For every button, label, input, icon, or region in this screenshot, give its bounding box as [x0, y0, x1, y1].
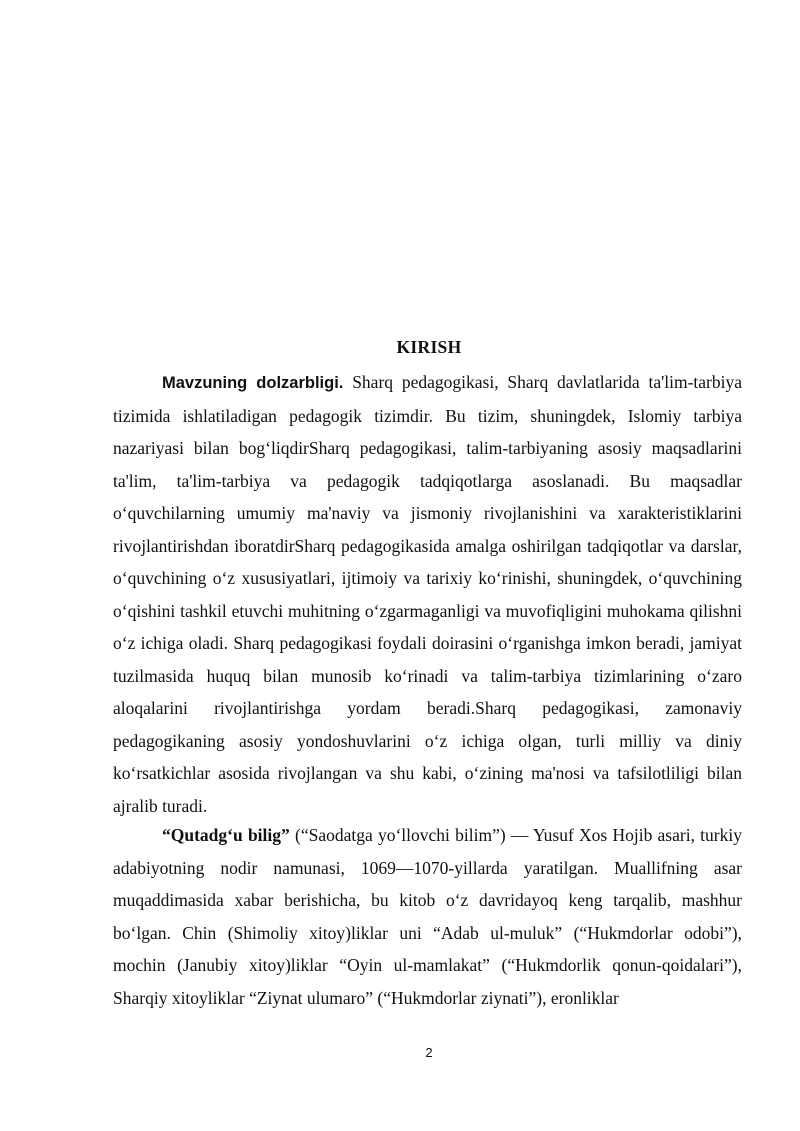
paragraph-relevance	[113, 366, 742, 822]
paragraph-qutadgu-bilig	[113, 819, 742, 1014]
section-heading: KIRISH	[396, 337, 462, 357]
paragraph-text-qutadgu-bilig: (“Saodatga yo‘llovchi bilim”) — Yusuf Xos Hojib asari, turkiy adabiyotning nodir namunasi, 1069—1070-yillarda yaratilgan. Muallifning asar muqaddimasida xabar berishicha, bu kitob o‘z davridayoq keng tarqalib, mashhur bo‘lgan. Chin (Shimoliy xitoy)liklar uni “Adab ul-muluk” (“Hukmdorlar odobi”), mochin (Janubiy xitoy)liklar “Oyin ul-mamlakat” (“Hukmdorlik qonun-qoidalari”), Sharqiy xitoyliklar “Ziynat ulumaro” (“Hukmdorlar ziynati”), eronliklar	[113, 825, 742, 1008]
page-number: 2	[425, 1045, 433, 1060]
paragraph-lead-qutadgu-bilig: “Qutadg‘u bilig”	[162, 825, 290, 845]
paragraph-lead-relevance: Mavzuning dolzarbligi.	[162, 374, 344, 392]
paragraph-text-relevance: Sharq pedagogikasi, Sharq davlatlarida ta'lim-tarbiya tizimida ishlatiladigan pedagogik tizimdir. Bu tizim, shuningdek, Islomiy tarbiya nazariyasi bilan bog‘liqdirSharq pedagogikasi, talim-tarbiyaning asosiy maqsadlarini ta'lim, ta'lim-tarbiya va pedagogik tadqiqotlarga asoslanadi. Bu maqsadlar o‘quvchilarning umumiy ma'naviy va jismoniy rivojlanishini va xarakteristiklarini rivojlantirishdan iboratdirSharq pedagogikasida amalga oshirilgan tadqiqotlar va darslar, o‘quvchining o‘z xususiyatlari, ijtimoiy va tarixiy ko‘rinishi, shuningdek, o‘quvchining o‘qishini tashkil etuvchi muhitning o‘zgarmaganligi va muvofiqligini muhokama qilishni o‘z ichiga oladi. Sharq pedagogikasi foydali doirasini o‘rganishga imkon beradi, jamiyat tuzilmasida huquq bilan munosib ko‘rinadi va talim-tarbiya tizimlarining o‘zaro aloqalarini rivojlantirishga yordam beradi.Sharq pedagogikasi, zamonaviy pedagogikaning asosiy yondoshuvlarini o‘z ichiga olgan, turli milliy va diniy ko‘rsatkichlar asosida rivojlangan va shu kabi, o‘zining ma'nosi va tafsilotliligi bilan ajralib turadi.	[113, 372, 742, 816]
